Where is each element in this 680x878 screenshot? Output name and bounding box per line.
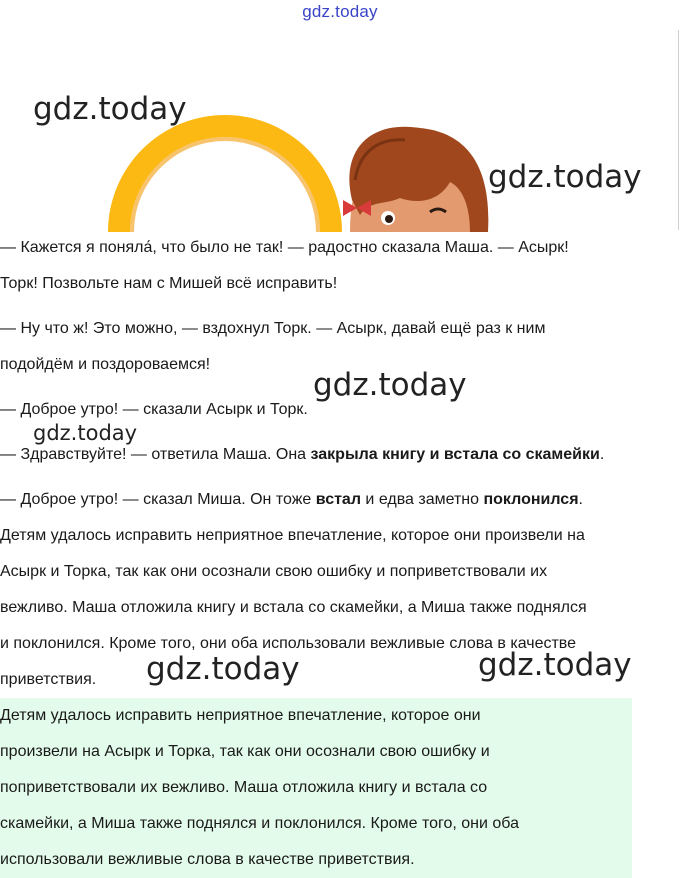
paragraph-4: — Здравствуйте! — ответила Маша. Она закрыла книгу и встала со скамейки. bbox=[0, 446, 605, 463]
site-watermark: gdz.today bbox=[302, 2, 378, 21]
answer-text: Детям удалось исправить неприятное впечатление, которое они произвели на Асырк и Торка, так как они осознали свою ошибку и поприветствовали их вежливо. Маша отложила книгу и встала со скамейки, а Миша также поднялся и поклонился. Кроме того, они оба использовали вежливые слова в качестве приветствия. bbox=[0, 707, 519, 868]
paragraph-3: — Доброе утро! — сказали Асырк и Торк. bbox=[0, 401, 308, 418]
boy-character-icon bbox=[343, 127, 488, 232]
watermark: gdz.today bbox=[488, 159, 642, 195]
bold-word: встал bbox=[315, 491, 361, 508]
watermark: gdz.today bbox=[33, 421, 138, 445]
watermark: gdz.today bbox=[313, 367, 467, 403]
bold-word: поклонился bbox=[483, 491, 579, 508]
paragraph-2: — Ну что ж! Это можно, — вздохнул Торк. — Асырк, давай ещё раз к ним подойдём и поздороваемся! bbox=[0, 320, 546, 373]
paragraph-1: — Кажется я поняла́, что было не так! — радостно сказала Маша. — Асырк! Торк! Позвольте нам с Мишей всё исправить! bbox=[0, 239, 569, 292]
bold-phrase: закрыла книгу и встала со скамейки bbox=[310, 446, 600, 463]
watermark: gdz.today bbox=[33, 91, 187, 127]
watermark: gdz.today bbox=[146, 651, 300, 687]
divider-line bbox=[678, 30, 679, 230]
paragraph-5: — Доброе утро! — сказал Миша. Он тоже встал и едва заметно поклонился. bbox=[0, 491, 583, 508]
watermark: gdz.today bbox=[478, 647, 632, 683]
rainbow-icon bbox=[108, 115, 342, 232]
paragraph-6: Детям удалось исправить неприятное впечатление, которое они произвели на Асырк и Торка, так как они осознали свою ошибку и поприветствовали их вежливо. Маша отложила книгу и встала со скамейки, а Миша также поднялся и поклонился. Кроме того, они оба использовали вежливые слова в качестве приветствия. bbox=[0, 527, 587, 688]
